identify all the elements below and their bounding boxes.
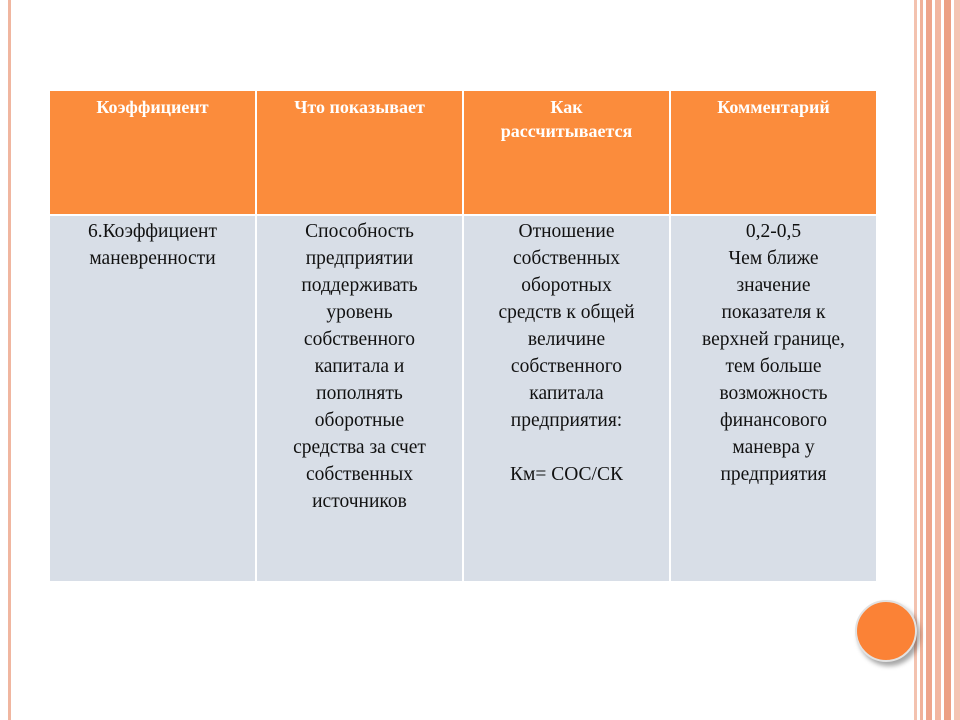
cell-what-shows: Способность предприятии поддерживать уровень собственного капитала и пополнять оборотные средства за счет собственных источников (256, 215, 463, 582)
orange-circle-ornament (855, 600, 917, 662)
table-header-row (49, 90, 877, 215)
header-what-shows: Что показывает (256, 90, 463, 215)
cell-coefficient-name: 6.Коэффициент маневренности (49, 215, 256, 582)
cell-comment: 0,2-0,5 Чем ближе значение показателя к верхней границе, тем больше возможность финансового маневра у предприятия (670, 215, 877, 582)
header-comment: Комментарий (670, 90, 877, 215)
coefficient-table (48, 89, 878, 583)
table-row (49, 215, 877, 582)
left-frame-line (8, 0, 11, 720)
header-how-calculated: Как рассчитывается (463, 90, 670, 215)
cell-how-calculated: Отношение собственных оборотных средств к общей величине собственного капитала предприятия: Км= СОС/СК (463, 215, 670, 582)
header-coefficient: Коэффициент (49, 90, 256, 215)
right-decorative-stripes (914, 0, 960, 720)
